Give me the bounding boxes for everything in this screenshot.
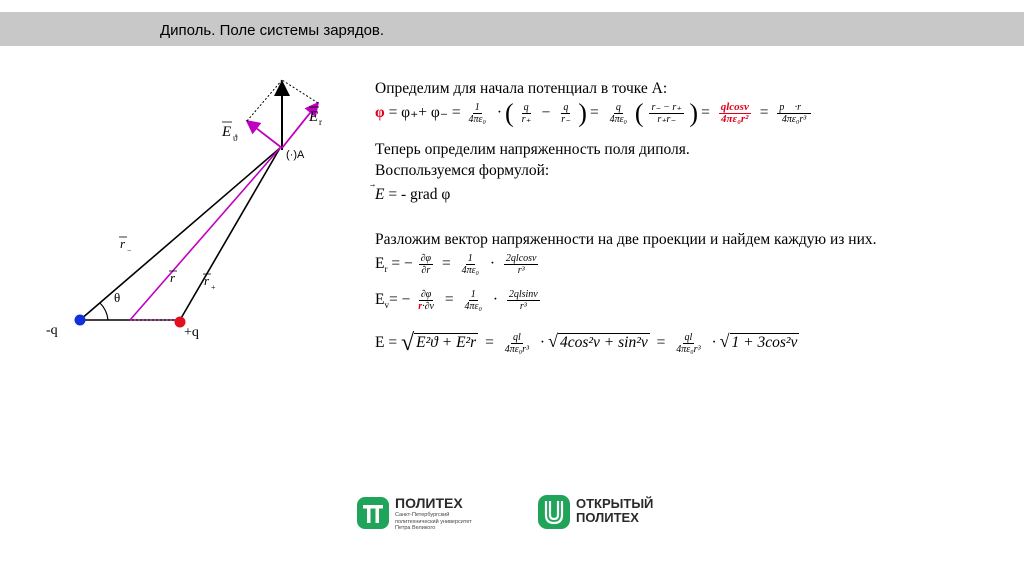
subtitle-line: Петра Великого [395, 525, 436, 531]
politekh-name: ПОЛИТЕХ [395, 495, 463, 511]
logo-line: ПОЛИТЕХ [576, 510, 639, 525]
dotted-edge [247, 80, 282, 121]
fraction [467, 102, 488, 125]
subtitle-line: политехнический университет [395, 518, 472, 525]
grad-rest: = - grad φ [388, 186, 451, 203]
denominator: r³ [519, 301, 527, 312]
numerator: qlcosv [720, 101, 749, 113]
label-r-plus-sub: + [211, 283, 216, 292]
label-r: r [170, 270, 176, 285]
er-eq: = − [387, 255, 413, 273]
numerator: p⃗ ·r⃗ [779, 102, 809, 113]
vector-E-theta [247, 121, 282, 148]
label-point-A: (·)A [286, 149, 305, 161]
fraction [463, 289, 484, 312]
radicand: E²ϑ + E²r [416, 334, 477, 352]
formula-phi: φ = φ₊+ φ₋ = $\frac{1}{\text{4πε₀}}$ · ( $\frac{q}{r_+}$ − $\frac{q}{r_-}$ ) = $\frac{q}{\text{4πε₀}}$ ( $\frac{r_- - r_+}{r_+r_-}$ ) = $\frac{qlcosv}{\text{4πε₀r²}}$ = $\frac{p⃗ \cdot r⃗}{\text{4πε₀r³}}$ [375, 98, 809, 128]
dotted-edge [282, 80, 318, 103]
politekh-pi-icon [357, 497, 389, 529]
subtitle-line: Санкт-Петербургский [395, 512, 450, 518]
label-E-r: E [309, 109, 319, 125]
radicand: 4cos²v + sin²v [559, 334, 648, 352]
dipole-diagram [40, 60, 340, 350]
fraction [503, 332, 531, 355]
label-r-plus: r [204, 273, 210, 288]
denominator-red: r [418, 301, 423, 312]
text-line-4: Разложим вектор напряженности на две проекции и найдем каждую из них. [375, 231, 877, 248]
fraction [507, 289, 540, 312]
text-line-2: Теперь определим напряженность поля диполя. [375, 141, 690, 158]
denominator: 4πε₀ [468, 114, 486, 125]
numerator: q [615, 102, 621, 113]
numerator: q [563, 102, 569, 113]
denominator: 4πε₀r³ [781, 114, 807, 125]
fraction [460, 253, 481, 276]
denominator: r³ [517, 265, 525, 276]
fraction [777, 102, 810, 125]
label-E-theta: E [222, 124, 232, 140]
denominator: 4πε₀r³ [504, 344, 530, 355]
denominator: ·∂v [422, 301, 434, 312]
label-r-minus: r [120, 236, 126, 251]
denominator: ∂r [421, 265, 431, 276]
line-r [130, 148, 280, 320]
page-title: Диполь. Поле системы зарядов. [160, 22, 385, 39]
fraction [504, 253, 539, 276]
radicand: 1 + 3cos²v [731, 334, 798, 352]
phi-rest: = φ₊+ φ₋ = [388, 104, 461, 122]
denominator: r₊ [521, 114, 531, 125]
theta-arc [100, 303, 108, 320]
formula-Ev: $E_v=$ − $\frac{\partial\varphi}{r\cdot\partial v}$ = $\frac{1}{\text{4πε₀}}$ · $\frac{2qlsinv}{\text{r³}}$ [375, 289, 538, 312]
denominator: 4πε₀ [464, 301, 482, 312]
fraction [608, 102, 629, 125]
line-r-minus [80, 148, 280, 320]
ev-lhs: E [375, 291, 385, 309]
label-theta: θ [114, 290, 121, 305]
politekh-subtitle [395, 512, 472, 532]
fraction [416, 289, 436, 312]
numerator: r₋ − r₊ [651, 102, 682, 113]
denominator: r₊r₋ [657, 114, 676, 125]
label-E-theta-sub: ϑ [233, 133, 238, 143]
denominator: 4πε₀r³ [676, 344, 701, 355]
numerator: ∂φ [420, 289, 432, 300]
denominator: 4πε₀ [609, 114, 628, 125]
label-pos-q: +q [184, 325, 199, 340]
open-politekh-name [576, 497, 653, 525]
ev-eq: = − [388, 291, 411, 309]
ev-sub: v [384, 300, 389, 311]
fraction [559, 102, 572, 125]
numerator: 1 [474, 102, 480, 113]
numerator: ql [512, 332, 521, 343]
phi-symbol: φ [375, 104, 385, 122]
open-politekh-icon [538, 495, 570, 529]
denominator: r₋ [561, 114, 571, 125]
numerator: 2qlcosv [505, 253, 537, 264]
numerator: 1 [470, 289, 476, 300]
numerator: q [523, 102, 529, 113]
label-neg-q: -q [46, 323, 58, 338]
label-E-r-sub: r [319, 117, 322, 127]
numerator: 2qlsinv [508, 289, 538, 300]
negative-charge [75, 315, 86, 326]
header-bar [0, 12, 1024, 46]
line-r-plus [180, 148, 280, 320]
label-r-minus-sub: − [127, 246, 132, 255]
numerator: ql [684, 332, 693, 343]
fraction [520, 102, 533, 125]
denominator: 4πε₀ [461, 265, 479, 276]
formula-E: E = √ E²ϑ + E²r = $\frac{ql}{\text{4πε₀r³}}$ · √ 4cos²v + sin²v = $\frac{ql}{\text{4πε₀r³}}$ · √ 1 + 3cos²v [375, 330, 798, 356]
fraction [674, 332, 702, 355]
formula-Er: $E_r$ = − $\frac{\partial\varphi}{\partial r}$ = $\frac{1}{\text{4πε₀}}$ · $\frac{2qlcosv}{\text{r³}}$ [375, 253, 537, 276]
text-line-3: Воспользуемся формулой: [375, 162, 550, 179]
e-lhs: E = [375, 334, 398, 352]
logo-line: ОТКРЫТЫЙ [576, 496, 654, 511]
er-sub: r [384, 264, 388, 275]
vector-E-symbol: E [375, 186, 385, 203]
fraction-highlight [719, 102, 751, 125]
fraction [649, 102, 683, 125]
numerator: 1 [467, 253, 473, 264]
formula-grad [375, 186, 450, 204]
fraction [419, 253, 433, 276]
denominator: 4πε₀r² [721, 113, 749, 125]
text-line-1: Определим для начала потенциал в точке А: [375, 80, 668, 97]
er-lhs: E [375, 255, 385, 273]
numerator: ∂φ [420, 253, 432, 264]
